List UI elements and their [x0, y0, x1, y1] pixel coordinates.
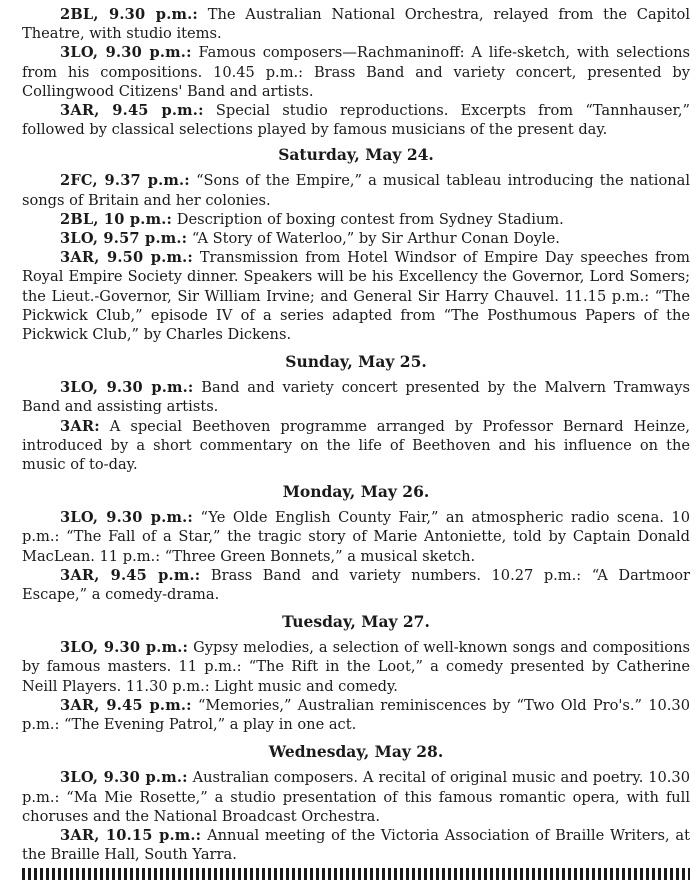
station-time: 3AR, 10.15 p.m.: — [60, 826, 202, 844]
entry-text: Description of boxing contest from Sydney Stadium. — [172, 210, 564, 228]
entry-text: “Ye Olde English County Fair,” an atmospheric radio scena. 10 p.m.: “The Fall of a Star,” the tragic story of Marie Antoniette, told by Captain Donald MacLean. 11 p.m.: “Three Green Bonnets,” a musical sketch. — [22, 509, 690, 565]
programme-entry — [22, 768, 690, 826]
entry-text: Australian composers. A recital of original music and poetry. 10.30 p.m.: “Ma Mie Rosette,” a studio presentation of this famous romantic opera, with full choruses and the National Broadcast Orchestra. — [22, 769, 690, 825]
programme-entry — [22, 696, 690, 734]
entry-text: “Memories,” Australian reminiscences by “Two Old Pro's.” 10.30 p.m.: “The Evening Patrol,” a play in one act. — [22, 696, 690, 734]
day-heading: Saturday, May 24. — [278, 145, 434, 165]
entry-text: The Australian National Orchestra, relayed from the Capitol Theatre, with studio items. — [22, 6, 690, 43]
entry-text: Gypsy melodies, a selection of well-known songs and compositions by famous masters. 11 p.m.: “The Rift in the Loot,” a comedy presented by Catherine Neill Players. 11.30 p.m.: Light music and comedy. — [22, 639, 690, 695]
station-time: 2BL, 9.30 p.m.: — [60, 6, 198, 23]
station-time: 3AR: — [60, 417, 100, 435]
station-time: 3AR, 9.45 p.m.: — [60, 102, 204, 120]
section-wednesday — [22, 742, 690, 864]
section-monday — [22, 482, 690, 604]
programme-entry — [22, 566, 690, 604]
station-time: 3LO, 9.30 p.m.: — [60, 509, 193, 527]
station-time: 3AR, 9.45 p.m.: — [60, 566, 201, 584]
entry-text: Special studio reproductions. Excerpts from “Tannhauser,” followed by classical selections played by famous musicians of the present day. — [22, 102, 690, 139]
station-time: 3LO, 9.30 p.m.: — [60, 769, 188, 787]
station-time: 3LO, 9.30 p.m.: — [60, 44, 192, 62]
station-time: 3LO, 9.30 p.m.: — [60, 639, 189, 657]
radio-programme-page — [22, 5, 690, 864]
entry-text: “Sons of the Empire,” a musical tableau introducing the national songs of Britain and her colonies. — [22, 172, 690, 209]
programme-entry — [22, 5, 690, 43]
entry-text: A special Beethoven programme arranged by Professor Bernard Heinze, introduced by a short commentary on the life of Beethoven and his influence on the music of to-day. — [22, 417, 690, 474]
section-saturday — [22, 145, 690, 344]
section-continued — [22, 5, 690, 139]
programme-entry — [22, 378, 690, 416]
day-heading: Tuesday, May 27. — [282, 612, 430, 632]
programme-entry — [22, 171, 690, 209]
day-heading: Wednesday, May 28. — [268, 742, 444, 762]
entry-text: Famous composers—Rachmaninoff: A life-sketch, with selections from his compositions. 10.45 p.m.: Brass Band and variety concert, presented by Collingwood Citizens' Band and artists. — [22, 44, 690, 100]
entry-text: Transmission from Hotel Windsor of Empire Day speeches from Royal Empire Society dinner. Speakers will be his Excellency the Governor, Lord Somers; the Lieut.-Governor, Sir William Irvine; and General Sir Harry Chauvel. 11.15 p.m.: “The Pickwick Club,” episode IV of a series adapted from “The Posthumous Papers of the Pickwick Club,” by Charles Dickens. — [22, 249, 690, 344]
station-time: 2FC, 9.37 p.m.: — [60, 172, 190, 190]
day-heading: Monday, May 26. — [282, 482, 430, 502]
day-heading: Sunday, May 25. — [285, 352, 427, 372]
programme-entry — [22, 417, 690, 475]
decorative-border-rule — [22, 868, 690, 880]
programme-entry — [22, 638, 690, 696]
section-tuesday — [22, 612, 690, 734]
section-sunday — [22, 352, 690, 474]
entry-text: Band and variety concert presented by the Malvern Tramways Band and assisting artists. — [22, 379, 690, 416]
programme-entry — [22, 101, 690, 139]
entry-text: “A Story of Waterloo,” by Sir Arthur Conan Doyle. — [187, 230, 560, 248]
programme-entry — [22, 43, 690, 101]
programme-entry — [22, 248, 690, 344]
station-time: 3AR, 9.45 p.m.: — [60, 696, 192, 714]
station-time: 3LO, 9.30 p.m.: — [60, 379, 194, 397]
programme-entry — [22, 826, 690, 864]
programme-entry — [22, 210, 690, 229]
station-time: 2BL, 10 p.m.: — [60, 210, 173, 228]
entry-text: Brass Band and variety numbers. 10.27 p.m.: “A Dartmoor Escape,” a comedy-drama. — [22, 566, 690, 604]
programme-entry — [22, 508, 690, 566]
programme-entry — [22, 229, 690, 248]
station-time: 3AR, 9.50 p.m.: — [60, 249, 193, 267]
station-time: 3LO, 9.57 p.m.: — [60, 230, 188, 248]
entry-text: Annual meeting of the Victoria Association of Braille Writers, at the Braille Hall, South Yarra. — [22, 826, 690, 864]
